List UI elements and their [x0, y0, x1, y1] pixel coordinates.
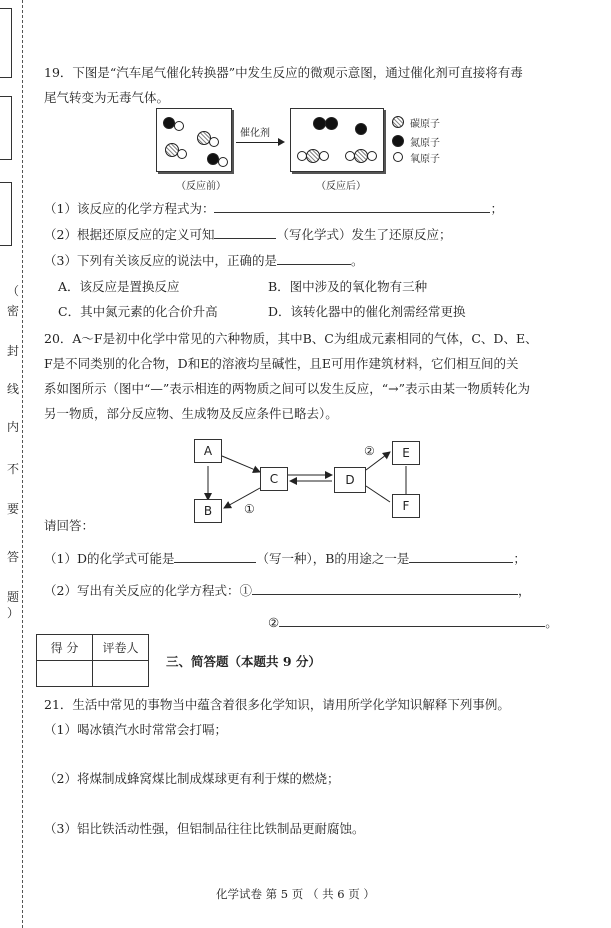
q21-sub2: （2）将煤制成蜂窝煤比制成煤球更有利于煤的燃烧；: [44, 771, 340, 786]
before-label: （反应前）: [176, 181, 226, 192]
node-d: D: [334, 467, 366, 493]
q20-answer-blank-4[interactable]: [279, 614, 545, 627]
binding-box-3: [0, 182, 12, 246]
seal-char: 密: [6, 304, 19, 318]
nitrogen-atom: [306, 149, 320, 163]
node-e: E: [392, 441, 420, 465]
q20-answer-blank-2[interactable]: [409, 550, 513, 563]
q19-sub2: [44, 225, 451, 243]
q20-stem-line2: F是不同类别的化合物，D和E的溶液均呈碱性，且E可用作建筑材料，它们相互间的关: [44, 356, 519, 371]
q20-stem-line4: 另一物质，部分反应物、生成物及反应条件已略去）。: [44, 406, 338, 421]
legend-carbon-text: 碳原子: [410, 119, 440, 130]
link-d-f: [366, 486, 390, 502]
legend-nitrogen-text: 氮原子: [410, 138, 440, 149]
q19-sub2-text-a: （2）根据还原反应的定义可知: [44, 227, 215, 242]
score-header: 得 分: [37, 635, 93, 661]
seal-char: （: [6, 284, 19, 298]
seal-char: 题: [6, 590, 19, 604]
legend-oxygen-text: 氧原子: [410, 154, 440, 165]
q19-sub1-text: （1）该反应的化学方程式为：: [44, 201, 215, 216]
legend-nitrogen-swatch: [392, 116, 404, 128]
reaction-arrow: [236, 142, 280, 143]
q19-sub1: [44, 199, 503, 217]
oxygen-atom: [218, 157, 228, 167]
q19-option-b: B．图中涉及的氧化物有三种: [268, 279, 428, 294]
q20-sub1-text-b: （写一种），B的用途之一是: [256, 551, 410, 566]
mark-2: ②: [364, 444, 375, 458]
binding-box-1: [0, 8, 12, 78]
q19-sub3: [44, 251, 363, 269]
q19-stem-line1: 19．下图是“汽车尾气催化转换器”中发生反应的微观示意图，通过催化剂可直接将有毒: [44, 65, 523, 80]
section3-title: 三、简答题（本题共 9 分）: [166, 654, 321, 669]
catalyst-label: 催化剂: [240, 128, 270, 139]
q20-stem-line3: 系如图所示（图中“—”表示相连的两物质之间可以发生反应，“→”表示由某一物质转化为: [44, 381, 531, 396]
q20-sub2: [44, 581, 530, 599]
q19-answer-blank-2[interactable]: [214, 226, 276, 239]
score-cell[interactable]: [37, 661, 93, 687]
seal-char: 封: [6, 344, 19, 358]
seal-char: 内: [6, 420, 19, 434]
q20-sub1-text-a: （1）D的化学式可能是: [44, 551, 175, 566]
q19-option-c: C．其中氮元素的化合价升高: [58, 304, 218, 319]
q20-stem-line1: 20．A～F是初中化学中常见的六种物质，其中B、C为组成元素相同的气体，C、D、E、: [44, 331, 538, 346]
q21-sub3: （3）铝比铁活动性强，但铝制品往往比铁制品更耐腐蚀。: [44, 821, 365, 836]
arrow-a-to-c: [222, 456, 260, 472]
oxygen-atom: [209, 137, 219, 147]
seal-char: 线: [6, 382, 19, 396]
q20-answer-blank-1[interactable]: [174, 550, 256, 563]
grader-cell[interactable]: [93, 661, 149, 687]
nitrogen-atom: [354, 149, 368, 163]
legend-oxygen-swatch: [393, 152, 403, 162]
node-c: C: [260, 467, 288, 491]
node-a: A: [194, 439, 222, 463]
q20-sub2-end2: 。: [545, 615, 558, 630]
oxygen-atom: [174, 121, 184, 131]
seal-dashed-line: [22, 0, 23, 928]
seal-char: 不: [6, 462, 19, 476]
q20-sub2-text: （2）写出有关反应的化学方程式：①: [44, 583, 252, 598]
node-f: F: [392, 494, 420, 518]
q19-sub2-text-b: （写化学式）发生了还原反应；: [276, 227, 452, 242]
q19-sub1-end: ；: [490, 201, 503, 216]
oxygen-atom: [319, 151, 329, 161]
after-label: （反应后）: [316, 181, 366, 192]
q20-sub1: [44, 549, 526, 567]
q19-sub3-text-b: 。: [350, 253, 364, 268]
q20-sub2-line2: [268, 613, 558, 631]
q20-sub2-end1: ，: [517, 583, 531, 598]
q21-sub1: （1）喝冰镇汽水时常常会打嗝；: [44, 722, 227, 737]
seal-char: 要: [6, 502, 19, 516]
q19-sub3-text-a: （3）下列有关该反应的说法中，正确的是: [44, 253, 277, 268]
after-box: [290, 108, 384, 172]
mark-1: ①: [244, 502, 255, 516]
legend-carbon-swatch: [392, 135, 404, 147]
binding-box-2: [0, 96, 12, 160]
carbon-atom: [325, 117, 338, 130]
reaction-arrowhead: [278, 138, 285, 146]
q20-answer-blank-3[interactable]: [252, 582, 518, 595]
before-box: [156, 108, 232, 172]
seal-char: ）: [6, 606, 19, 620]
grader-header: 评卷人: [93, 635, 149, 661]
oxygen-atom: [367, 151, 377, 161]
oxygen-atom: [177, 149, 187, 159]
q19-answer-blank-3[interactable]: [277, 252, 351, 265]
q19-answer-blank-1[interactable]: [214, 200, 490, 213]
q20-sub1-end: ；: [513, 551, 526, 566]
seal-char: 答: [6, 550, 19, 564]
q19-option-a: A．该反应是置换反应: [58, 279, 180, 294]
score-table: [36, 634, 149, 687]
q19-stem-line2: 尾气转变为无毒气体。: [44, 90, 170, 105]
node-b: B: [194, 499, 222, 523]
carbon-atom: [355, 123, 367, 135]
q21-stem: 21．生活中常见的事物当中蕴含着很多化学知识，请用所学化学知识解释下列事例。: [44, 697, 510, 712]
q19-option-d: D．该转化器中的催化剂需经常更换: [268, 304, 466, 319]
q20-ask: 请回答：: [44, 518, 95, 533]
q20-sub2-mark2: ②: [268, 615, 280, 630]
page-footer: 化学试卷 第 5 页 （ 共 6 页 ）: [216, 887, 375, 901]
